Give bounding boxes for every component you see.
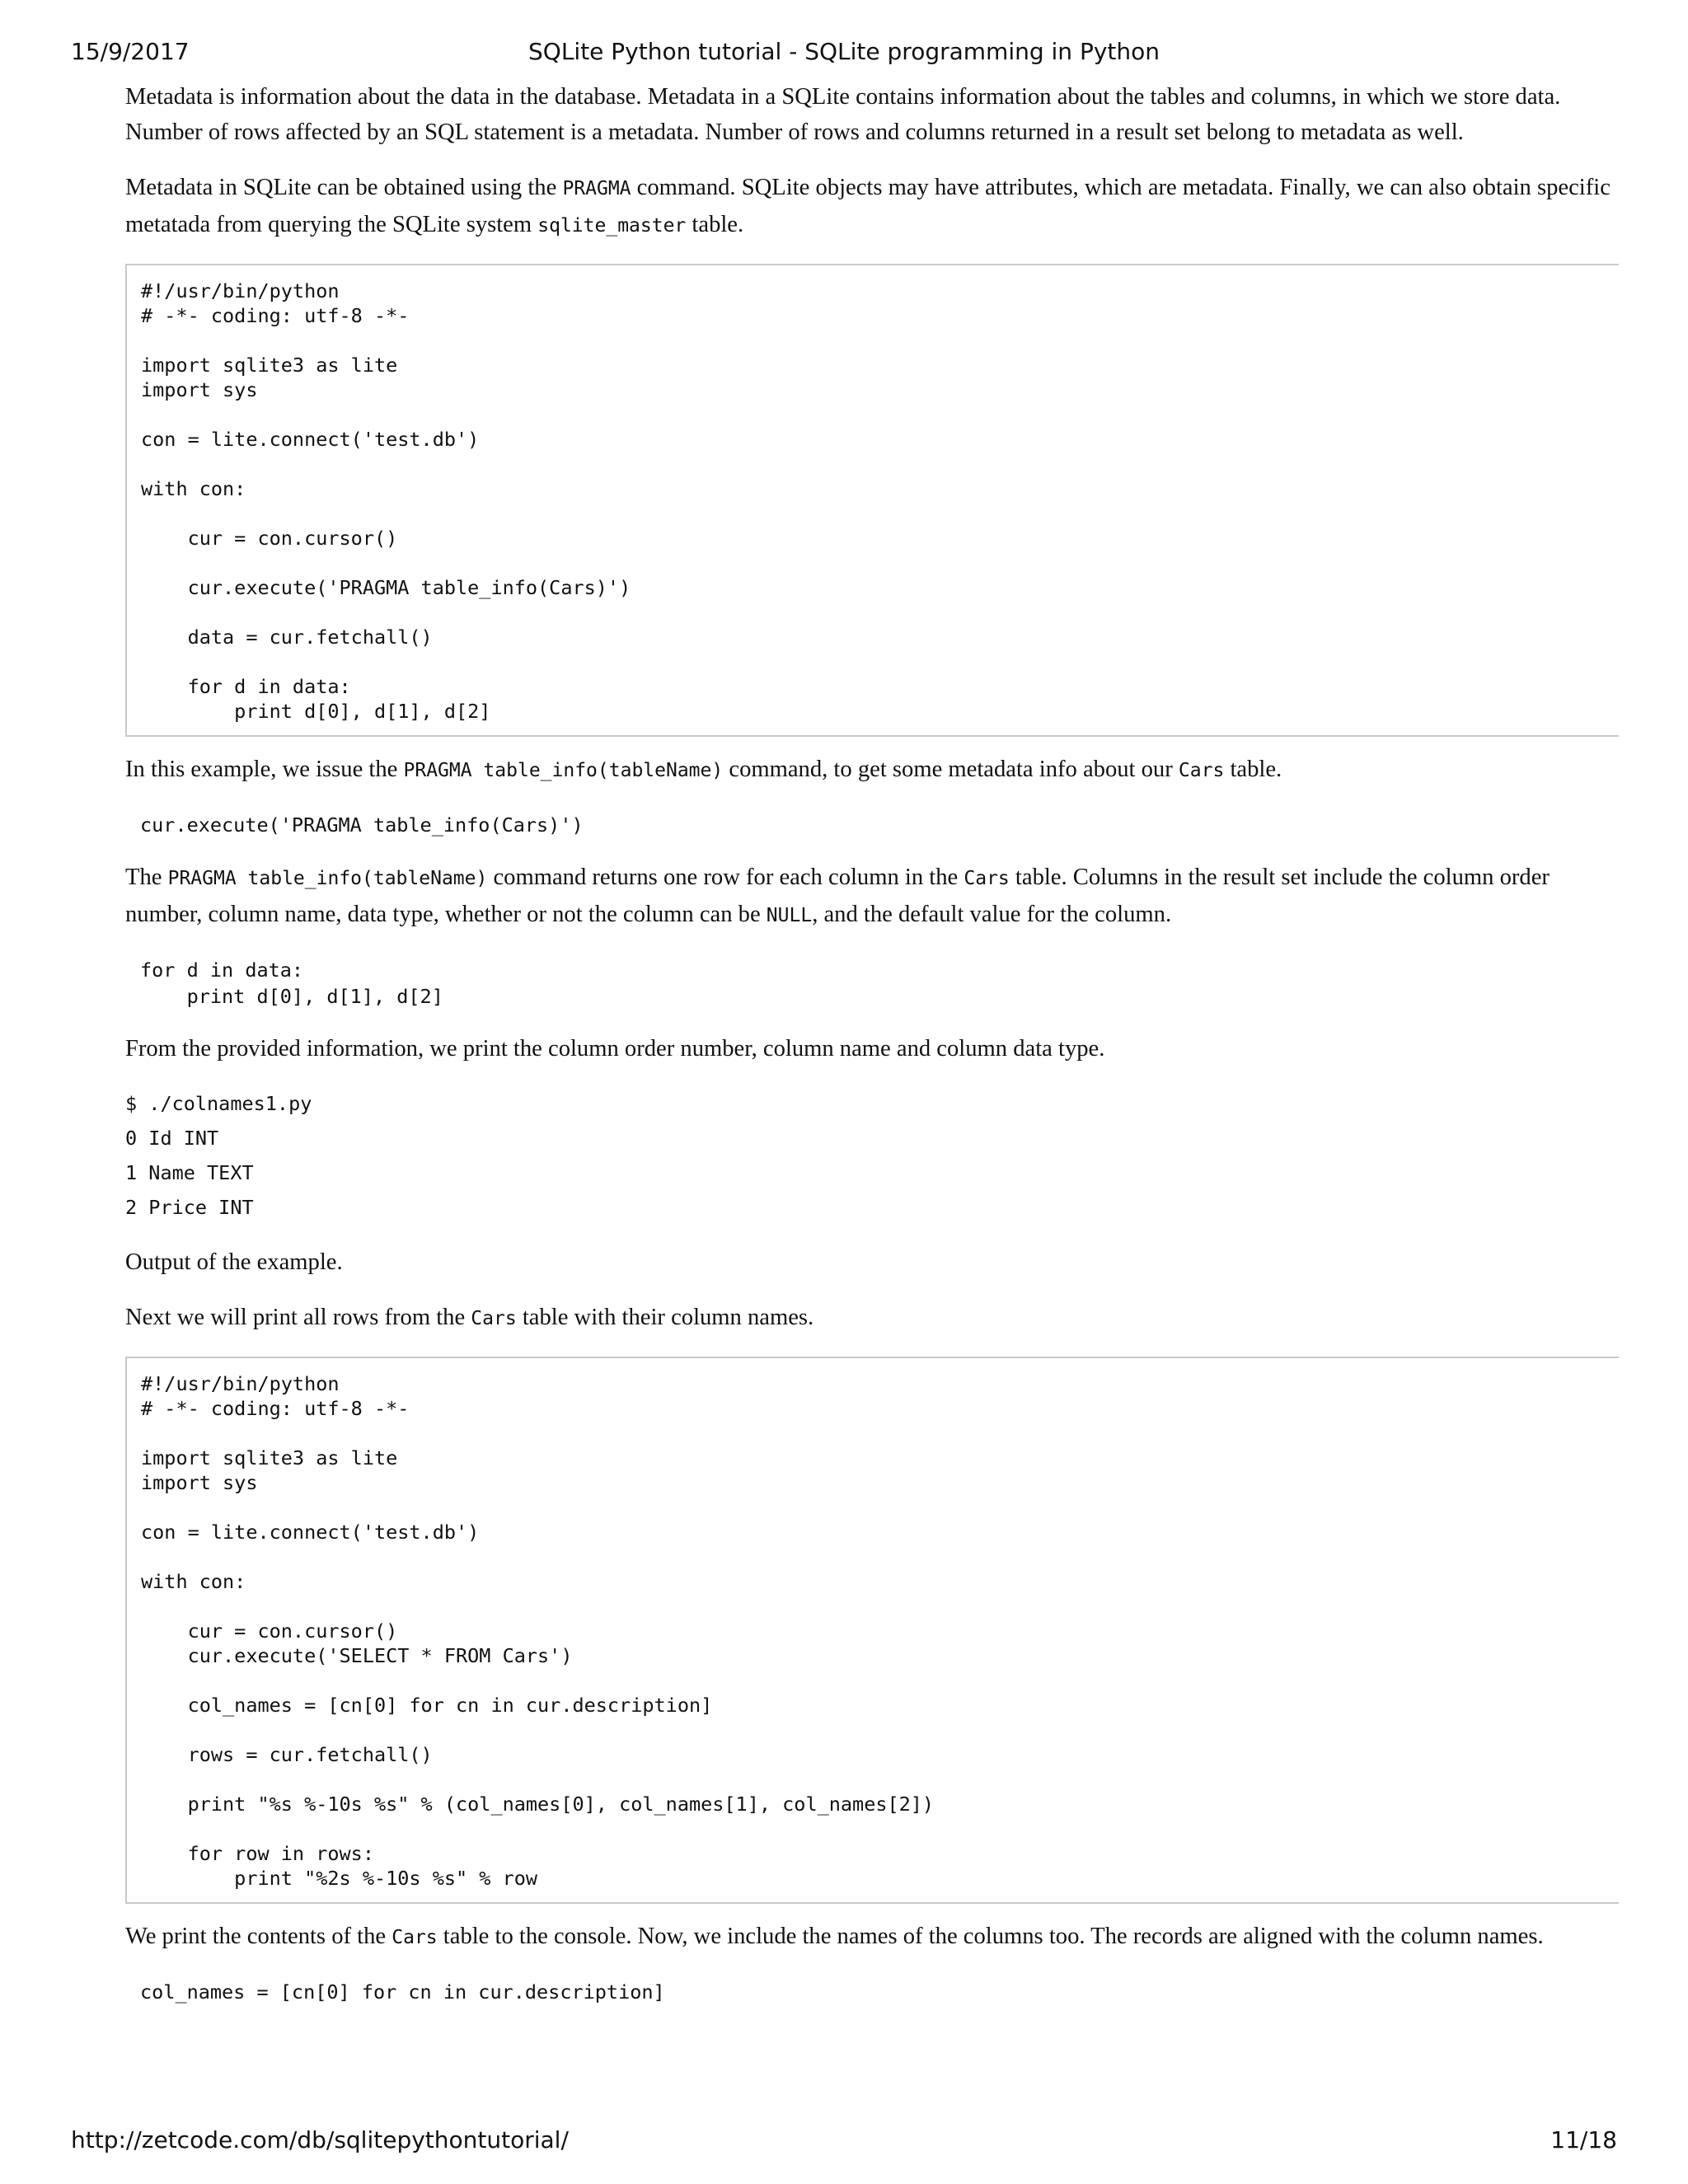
paragraph-table-info-rows: The PRAGMA table_info(tableName) command returns one row for each column in the Cars table. Columns in the result set include the column order number, column name, data type, whether or not the column can be NULL, and the default value for the column. xyxy=(125,865,1550,927)
print-date: 15/9/2017 xyxy=(71,38,190,65)
output-line: 1 Name TEXT xyxy=(125,1161,254,1184)
inline-code-null: NULL xyxy=(766,905,813,926)
inline-code-sqlite-master: sqlite_master xyxy=(537,215,687,237)
paragraph-next-example: Next we will print all rows from the Cars table with their column names. xyxy=(125,1305,814,1330)
paragraph-pragma-intro: Metadata in SQLite can be obtained using the PRAGMA command. SQLite objects may have attributes, which are metadata. Finally, we can also obtain specific metatada from querying the SQLite system sqlite_master table. xyxy=(125,175,1611,237)
inline-code-pragma: PRAGMA xyxy=(562,178,631,199)
inline-code-table-info: PRAGMA table_info(tableName) xyxy=(403,760,724,781)
code-snippet-execute: cur.execute('PRAGMA table_info(Cars)') xyxy=(140,813,584,837)
paragraph-metadata-intro: Metadata is information about the data in the database. Metadata in a SQLite contains information about the tables and columns, in which we store data. Number of rows affected by an SQL statement is a metadata. Number of rows and columns returned in a result set belong to metadata as well. xyxy=(125,84,1561,145)
inline-code-table-info: PRAGMA table_info(tableName) xyxy=(167,868,488,889)
paragraph-pragma-explain: In this example, we issue the PRAGMA table_info(tableName) command, to get some metadata info about our Cars table. xyxy=(125,757,1282,782)
output-line: $ ./colnames1.py xyxy=(125,1092,312,1115)
inline-code-cars: Cars xyxy=(392,1927,438,1948)
page-url[interactable]: http://zetcode.com/db/sqlitepythontutorial/ xyxy=(71,2126,569,2154)
paragraph-print-contents: We print the contents of the Cars table to the console. Now, we include the names of the columns too. The records are aligned with the column names. xyxy=(125,1924,1544,1949)
page-number: 11/18 xyxy=(1550,2126,1617,2154)
page-title: SQLite Python tutorial - SQLite programming in Python xyxy=(528,38,1160,65)
inline-code-cars: Cars xyxy=(471,1308,517,1329)
output-line: 2 Price INT xyxy=(125,1196,254,1219)
code-snippet-col-names: col_names = [cn[0] for cn in cur.description] xyxy=(140,1980,665,2004)
inline-code-cars: Cars xyxy=(964,868,1010,889)
output-line: 0 Id INT xyxy=(125,1127,219,1150)
paragraph-output-caption: Output of the example. xyxy=(125,1249,343,1275)
code-block-colnames1: #!/usr/bin/python # -*- coding: utf-8 -*- import sqlite3 as lite import sys con = lite.connect('test.db') with con: cur = con.cursor() cur.execute('PRAGMA table_info(Cars)') data = cur.fetchall() for d in data: print d[0], d[1], d[2] xyxy=(125,264,1619,737)
article-body xyxy=(125,79,1619,2027)
inline-code-cars: Cars xyxy=(1178,760,1225,781)
paragraph-print-info: From the provided information, we print the column order number, column name and column data type. xyxy=(125,1036,1105,1062)
console-output xyxy=(125,1086,1619,1225)
code-snippet-for-loop: for d in data: print d[0], d[1], d[2] xyxy=(140,958,443,1008)
code-block-colnames2: #!/usr/bin/python # -*- coding: utf-8 -*- import sqlite3 as lite import sys con = lite.connect('test.db') with con: cur = con.cursor() cur.execute('SELECT * FROM Cars') col_names = [cn[0] for cn in cur.description] rows = cur.fetchall() print "%s %-10s %s" % (col_names[0], col_names[1], col_names[2]) for row in rows: print "%2s %-10s %s" % row xyxy=(125,1357,1619,1904)
